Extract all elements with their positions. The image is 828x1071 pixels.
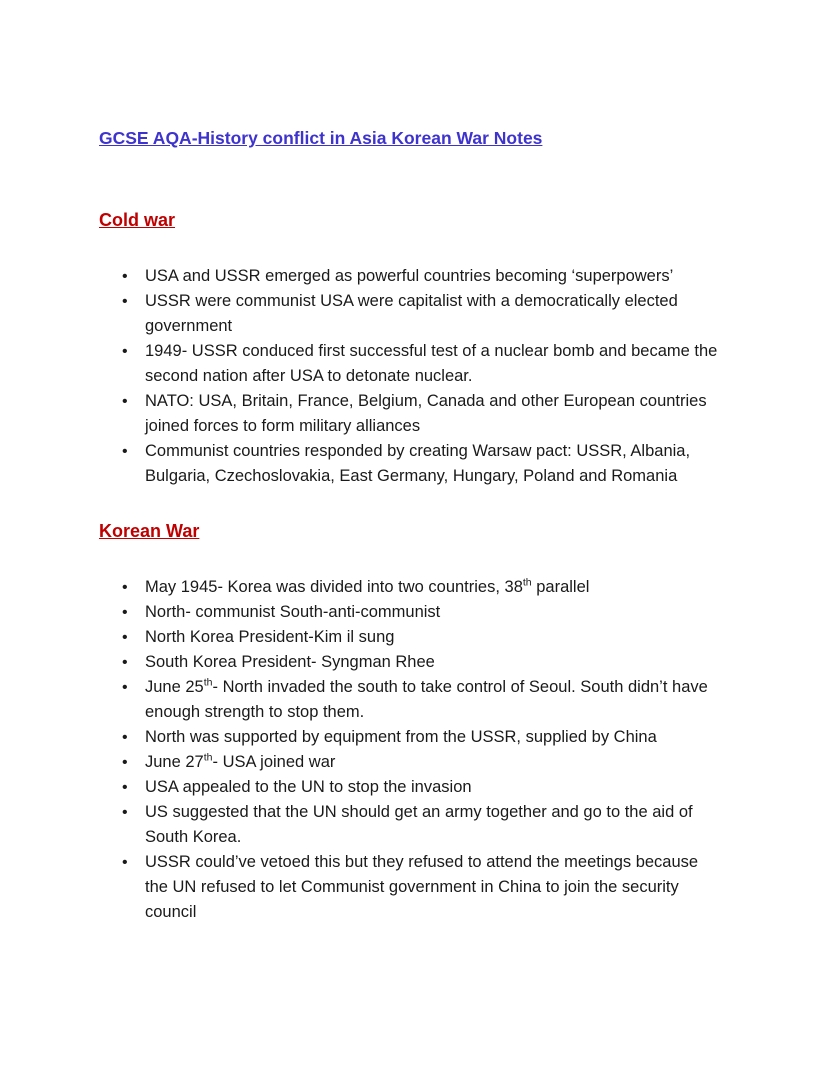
superscript-text: th [203,676,213,689]
bullet-text [145,600,440,625]
list-item [99,625,738,650]
section-heading-cold-war: Cold war [99,210,176,230]
list-item [99,650,738,675]
list-item [99,339,738,389]
bullet-text [145,339,725,389]
bullet-icon: • [122,393,128,410]
list-item [99,389,738,439]
bullet-icon: • [122,443,128,460]
section-cold-war [99,208,738,489]
text-run: USSR were communist USA were capitalist with a democratically elected government [145,292,678,335]
bullet-icon: • [122,679,128,696]
list-item [99,775,738,800]
bullet-icon: • [122,654,128,671]
list-item [99,725,738,750]
bullet-icon: • [122,604,128,621]
cold-war-bullet-list [99,264,738,489]
list-item [99,575,738,600]
list-item [99,675,738,725]
bullet-icon: • [122,804,128,821]
text-run: 1949- USSR conduced first successful test of a nuclear bomb and became the second nation after USA to detonate nuclear. [145,342,718,385]
bullet-icon: • [122,579,128,596]
document-title: GCSE AQA-History conflict in Asia Korean War Notes [99,128,543,148]
list-item [99,289,738,339]
list-item [99,750,738,775]
bullet-text [145,775,472,800]
bullet-icon: • [122,268,128,285]
bullet-text [145,800,725,850]
text-run: USA appealed to the UN to stop the invasion [145,778,472,796]
bullet-icon: • [122,754,128,771]
text-run: USSR could’ve vetoed this but they refused to attend the meetings because the UN refused to let Communist government in China to join the security council [145,853,699,921]
text-run: NATO: USA, Britain, France, Belgium, Canada and other European countries joined forces to form military alliances [145,392,707,435]
text-run: USA and USSR emerged as powerful countries becoming ‘superpowers’ [145,267,674,285]
list-item [99,439,738,489]
bullet-text [145,389,725,439]
bullet-text [145,439,725,489]
text-run: June 25 [145,678,204,696]
list-item [99,850,738,925]
text-run: May 1945- Korea was divided into two countries, 38 [145,578,523,596]
text-run: Communist countries responded by creating Warsaw pact: USSR, Albania, Bulgaria, Czechoslovakia, East Germany, Hungary, Poland and Romania [145,442,691,485]
text-run: - USA joined war [212,753,336,771]
bullet-icon: • [122,343,128,360]
superscript-text: th [522,576,532,589]
bullet-icon: • [122,854,128,871]
list-item [99,600,738,625]
text-run: North- communist South-anti-communist [145,603,441,621]
text-run: parallel [531,578,590,596]
bullet-icon: • [122,629,128,646]
bullet-text [145,675,725,725]
bullet-icon: • [122,293,128,310]
text-run: South Korea President- Syngman Rhee [145,653,435,671]
bullet-text [145,289,725,339]
text-run: North Korea President-Kim il sung [145,628,395,646]
text-run: - North invaded the south to take control of Seoul. South didn’t have enough strength to stop them. [145,678,708,721]
bullet-text [145,264,673,289]
bullet-text [145,725,657,750]
bullet-icon: • [122,779,128,796]
bullet-text [145,625,394,650]
text-run: North was supported by equipment from the USSR, supplied by China [145,728,657,746]
section-korean-war [99,519,738,925]
text-run: US suggested that the UN should get an army together and go to the aid of South Korea. [145,803,693,846]
superscript-text: th [203,751,213,764]
bullet-text [145,750,335,775]
list-item [99,264,738,289]
bullet-icon: • [122,729,128,746]
bullet-text [145,850,725,925]
bullet-text [145,650,435,675]
text-run: June 27 [145,753,204,771]
korean-war-bullet-list [99,575,738,925]
list-item [99,800,738,850]
bullet-text [145,575,589,600]
section-heading-korean-war: Korean War [99,521,200,541]
